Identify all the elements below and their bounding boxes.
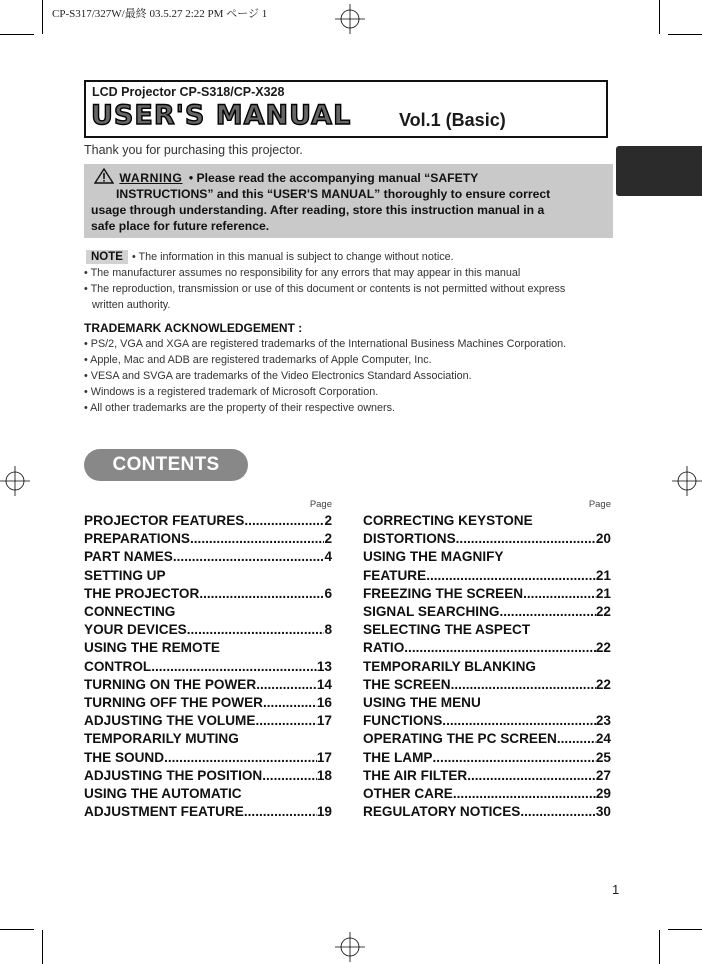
registration-mark-icon (672, 466, 702, 496)
toc-page-number: 27 (595, 767, 611, 783)
toc-entry-title: USING THE MENU (363, 695, 481, 711)
toc-page-number: 13 (316, 658, 332, 674)
toc-entry (84, 767, 332, 785)
note-item: • The reproduction, transmission or use of this document or contents is not permitted without express (84, 283, 566, 295)
toc-leader-dots (404, 639, 596, 657)
toc-leader-dots (467, 767, 596, 785)
toc-entry-title: PROJECTOR FEATURES (84, 513, 245, 528)
toc-entry-title: THE AIR FILTER (363, 767, 468, 783)
toc-entry-title: THE SOUND (84, 749, 165, 765)
toc-page-number: 23 (595, 713, 611, 729)
toc-leader-dots (187, 621, 325, 639)
toc-entry-title: TURNING ON THE POWER (84, 676, 257, 692)
registration-mark-icon (335, 932, 365, 962)
toc-page-number: 16 (316, 695, 332, 711)
contents-heading: CONTENTS (84, 449, 248, 481)
toc-entry-title: PART NAMES (84, 549, 173, 565)
toc-entry-title: TEMPORARILY MUTING (84, 731, 239, 747)
toc-entry (363, 548, 611, 584)
toc-leader-dots (173, 548, 325, 566)
toc-page-number: 6 (324, 585, 332, 601)
toc-entry (363, 585, 611, 603)
toc-entry (84, 785, 332, 821)
toc-entry (84, 530, 332, 548)
toc-entry-title: USING THE AUTOMATIC (84, 786, 242, 802)
toc-leader-dots (263, 694, 317, 712)
toc-entry-title: YOUR DEVICES (84, 622, 187, 638)
trademark-item: • PS/2, VGA and XGA are registered trademarks of the International Business Machines Corporation. (84, 338, 567, 350)
warning-label: WARNING (119, 171, 183, 185)
toc-entry-title: REGULATORY NOTICES (363, 804, 521, 820)
warning-triangle-icon (94, 168, 114, 184)
toc-entry (84, 694, 332, 712)
thanks-line: Thank you for purchasing this projector. (84, 143, 303, 157)
toc-entry-title: TURNING OFF THE POWER (84, 695, 263, 711)
trademark-section (84, 321, 566, 416)
toc-leader-dots (255, 712, 316, 730)
toc-page-number: 30 (595, 804, 611, 820)
toc-entry-title: ADJUSTING THE POSITION (84, 767, 263, 783)
toc-page-number: 17 (316, 749, 332, 765)
page-column-header: Page (588, 499, 611, 510)
toc-page-number: 21 (595, 567, 611, 583)
toc-entry-title: THE PROJECTOR (84, 585, 200, 601)
toc-leader-dots (199, 585, 324, 603)
toc-entry-title: USING THE MAGNIFY (363, 549, 504, 565)
toc-entry (363, 512, 611, 548)
toc-leader-dots (262, 767, 317, 785)
toc-leader-dots (442, 712, 596, 730)
warning-text-line-4: safe place for future reference. (91, 219, 270, 233)
toc-entry (84, 730, 332, 766)
toc-leader-dots (523, 585, 596, 603)
toc-page-number: 20 (595, 531, 611, 547)
toc-page-number: 18 (316, 767, 332, 783)
volume-label: Vol.1 (Basic) (399, 110, 506, 130)
toc-entry (84, 567, 332, 603)
toc-left-column (84, 499, 332, 821)
toc-entry-title: FEATURE (363, 567, 427, 583)
toc-leader-dots (426, 567, 596, 585)
registration-mark-icon (0, 466, 30, 496)
toc-right-column (363, 499, 611, 821)
toc-leader-dots (190, 530, 324, 548)
section-tab (616, 146, 702, 196)
toc-entry (363, 767, 611, 785)
toc-page-number: 29 (595, 786, 611, 802)
toc-entry-title: ADJUSTMENT FEATURE (84, 804, 244, 820)
toc-entry-title: SIGNAL SEARCHING (363, 604, 500, 620)
warning-text-line-2: INSTRUCTIONS” and this “USER'S MANUAL” thoroughly to ensure correct (116, 187, 551, 201)
page-number: 1 (612, 882, 620, 897)
toc-entry-title: RATIO (363, 640, 405, 656)
toc-leader-dots (164, 749, 317, 767)
trademark-item: • Windows is a registered trademark of Microsoft Corporation. (84, 386, 379, 398)
note-item: • The information in this manual is subject to change without notice. (131, 251, 454, 263)
toc-page-number: 25 (595, 749, 611, 765)
trademark-item: • Apple, Mac and ADB are registered trademarks of Apple Computer, Inc. (84, 354, 432, 366)
note-section (86, 249, 565, 313)
registration-mark-icon (335, 4, 365, 34)
model-line: LCD Projector CP-S318/CP-X328 (92, 85, 285, 99)
toc-entry-title: CORRECTING KEYSTONE (363, 513, 533, 528)
toc-entry (363, 730, 611, 748)
toc-page-number: 14 (316, 676, 332, 692)
toc-page-number: 4 (324, 549, 332, 565)
toc-entry-title: SELECTING THE ASPECT (363, 622, 531, 638)
toc-leader-dots (456, 530, 596, 548)
toc-leader-dots (557, 730, 596, 748)
toc-entry-title: TEMPORARILY BLANKING (363, 658, 536, 674)
toc-page-number: 22 (595, 604, 611, 620)
toc-entry (363, 658, 611, 694)
toc-entry (84, 639, 332, 675)
toc-page-number: 2 (324, 513, 332, 528)
toc-entry (363, 603, 611, 621)
note-item: • The manufacturer assumes no responsibility for any errors that may appear in this manual (84, 267, 521, 279)
trademark-heading: TRADEMARK ACKNOWLEDGEMENT : (84, 321, 303, 335)
toc-page-number: 22 (595, 640, 611, 656)
trademark-item: • VESA and SVGA are trademarks of the Video Electronics Standard Association. (84, 370, 472, 382)
toc-entry (363, 621, 611, 657)
toc-page-number: 19 (316, 804, 332, 820)
toc-entry (84, 712, 332, 730)
toc-leader-dots (244, 803, 317, 821)
note-badge: NOTE (86, 250, 128, 264)
toc-leader-dots (432, 749, 595, 767)
note-item: written authority. (92, 299, 171, 311)
warning-text-line-3: usage through understanding. After reading, store this instruction manual in a (91, 203, 545, 217)
toc-entry-title: SETTING UP (84, 567, 166, 583)
toc-entry (363, 749, 611, 767)
toc-page-number: 21 (595, 585, 611, 601)
toc-entry-title: OPERATING THE PC SCREEN (363, 731, 557, 747)
toc-entry (84, 676, 332, 694)
warning-box (84, 164, 613, 238)
toc-entry (363, 785, 611, 803)
toc-page-number: 8 (324, 622, 332, 638)
toc-entry-title: THE LAMP (363, 749, 433, 765)
toc-leader-dots (453, 785, 596, 803)
toc-page-number: 2 (324, 531, 332, 547)
toc-entry-title: CONTROL (84, 658, 152, 674)
toc-entry-title: DISTORTIONS (363, 531, 456, 547)
toc-entry-title: USING THE REMOTE (84, 640, 220, 656)
toc-page-number: 17 (316, 713, 332, 729)
title-box (84, 80, 608, 138)
toc-entry-title: ADJUSTING THE VOLUME (84, 713, 256, 729)
toc-entry-title: THE SCREEN (363, 676, 451, 692)
trademark-item: • All other trademarks are the property of their respective owners. (84, 402, 396, 414)
toc-leader-dots (451, 676, 596, 694)
toc-entry-title: CONNECTING (84, 604, 176, 620)
toc-entry-title: FREEZING THE SCREEN (363, 585, 524, 601)
toc-entry (363, 694, 611, 730)
toc-leader-dots (151, 658, 317, 676)
toc-page-number: 24 (595, 731, 611, 747)
page-column-header: Page (309, 499, 332, 510)
toc-entry-title: OTHER CARE (363, 786, 453, 802)
manual-title: USER'S MANUAL (91, 100, 352, 131)
toc-leader-dots (244, 512, 324, 530)
print-header: CP-S317/327W/最終 03.5.27 2:22 PM ページ 1 (52, 8, 268, 20)
toc-entry (84, 512, 332, 530)
warning-text-line-1: • Please read the accompanying manual “SAFETY (188, 171, 479, 185)
toc-entry (363, 803, 611, 821)
toc-entry (84, 548, 332, 566)
toc-entry-title: PREPARATIONS (84, 531, 190, 547)
toc-leader-dots (256, 676, 317, 694)
toc-page-number: 22 (595, 676, 611, 692)
toc-entry (84, 603, 332, 639)
toc-leader-dots (499, 603, 595, 621)
toc-leader-dots (520, 803, 596, 821)
toc-entry-title: FUNCTIONS (363, 713, 443, 729)
